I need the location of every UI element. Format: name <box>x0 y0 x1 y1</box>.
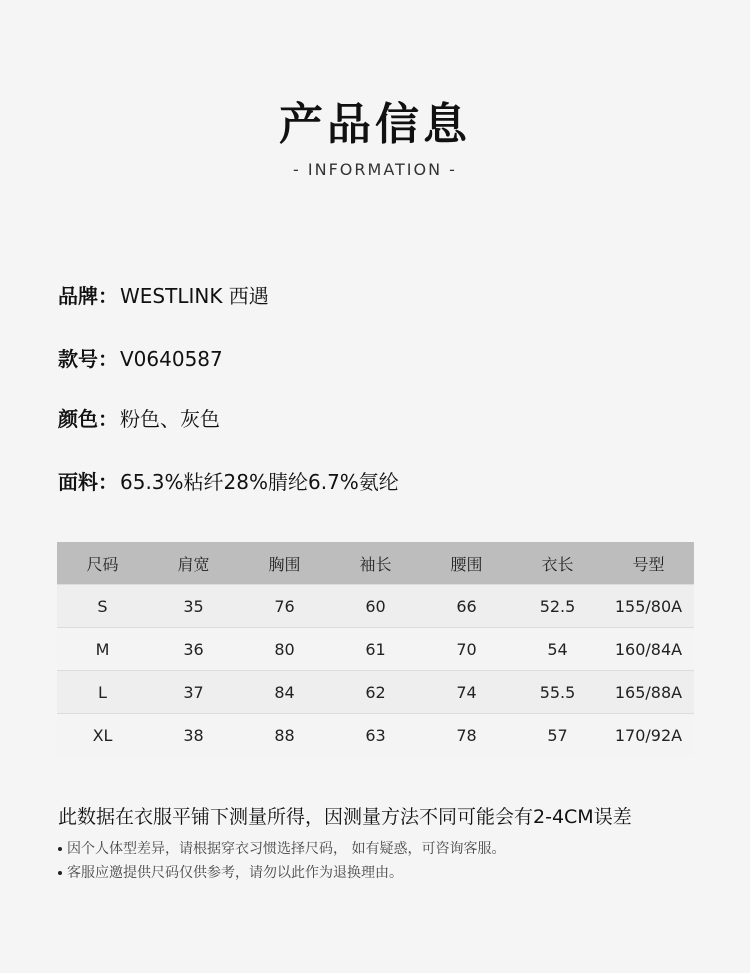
color-value: 粉色、灰色 <box>120 407 220 431</box>
header-fit: 号型 <box>603 542 694 585</box>
table-cell: 76 <box>239 585 330 628</box>
table-cell: 54 <box>512 628 603 671</box>
table-cell: 170/92A <box>603 714 694 757</box>
table-cell: M <box>57 628 148 671</box>
bullet-icon <box>58 871 62 875</box>
page-subtitle: - INFORMATION - <box>293 160 457 179</box>
size-table-header <box>57 542 694 585</box>
note-line-1 <box>58 838 505 858</box>
table-cell: 80 <box>239 628 330 671</box>
header-shoulder: 肩宽 <box>148 542 239 585</box>
brand-value: WESTLINK 西遇 <box>120 284 269 308</box>
table-cell: 70 <box>421 628 512 671</box>
page-title: 产品信息 <box>279 99 471 150</box>
fabric-value: 65.3%粘纤28%腈纶6.7%氨纶 <box>120 470 399 494</box>
size-table <box>57 542 694 756</box>
table-row <box>57 628 694 671</box>
table-cell: 60 <box>330 585 421 628</box>
header-sleeve: 袖长 <box>330 542 421 585</box>
table-cell: L <box>57 671 148 714</box>
style-number-label: 款号： <box>58 347 118 371</box>
table-cell: 37 <box>148 671 239 714</box>
note-line-2-text: 客服应邀提供尺码仅供参考，请勿以此作为退换理由。 <box>67 865 403 881</box>
info-color <box>58 403 220 432</box>
brand-label: 品牌： <box>58 284 118 308</box>
fabric-label: 面料： <box>58 470 118 494</box>
info-brand <box>58 280 269 309</box>
table-cell: 61 <box>330 628 421 671</box>
table-cell: 36 <box>148 628 239 671</box>
table-cell: 165/88A <box>603 671 694 714</box>
table-cell: 78 <box>421 714 512 757</box>
header-waist: 腰围 <box>421 542 512 585</box>
header-chest: 胸围 <box>239 542 330 585</box>
table-cell: XL <box>57 714 148 757</box>
table-cell: 160/84A <box>603 628 694 671</box>
info-style-number <box>58 343 223 372</box>
measurement-note: 此数据在衣服平铺下测量所得，因测量方法不同可能会有2-4CM误差 <box>58 806 632 828</box>
note-line-2 <box>58 862 403 882</box>
table-cell: S <box>57 585 148 628</box>
table-cell: 52.5 <box>512 585 603 628</box>
table-cell: 84 <box>239 671 330 714</box>
bullet-icon <box>58 847 62 851</box>
note-line-1-text: 因个人体型差异，请根据穿衣习惯选择尺码， 如有疑惑，可咨询客服。 <box>67 841 506 857</box>
table-cell: 35 <box>148 585 239 628</box>
table-row <box>57 671 694 714</box>
header-size: 尺码 <box>57 542 148 585</box>
table-cell: 66 <box>421 585 512 628</box>
header-length: 衣长 <box>512 542 603 585</box>
color-label: 颜色： <box>58 407 118 431</box>
table-cell: 155/80A <box>603 585 694 628</box>
table-cell: 38 <box>148 714 239 757</box>
table-cell: 74 <box>421 671 512 714</box>
table-cell: 63 <box>330 714 421 757</box>
table-cell: 88 <box>239 714 330 757</box>
table-row <box>57 585 694 628</box>
table-cell: 57 <box>512 714 603 757</box>
table-row <box>57 714 694 757</box>
table-cell: 62 <box>330 671 421 714</box>
info-fabric <box>58 466 399 495</box>
table-cell: 55.5 <box>512 671 603 714</box>
style-number-value: V0640587 <box>120 347 223 371</box>
